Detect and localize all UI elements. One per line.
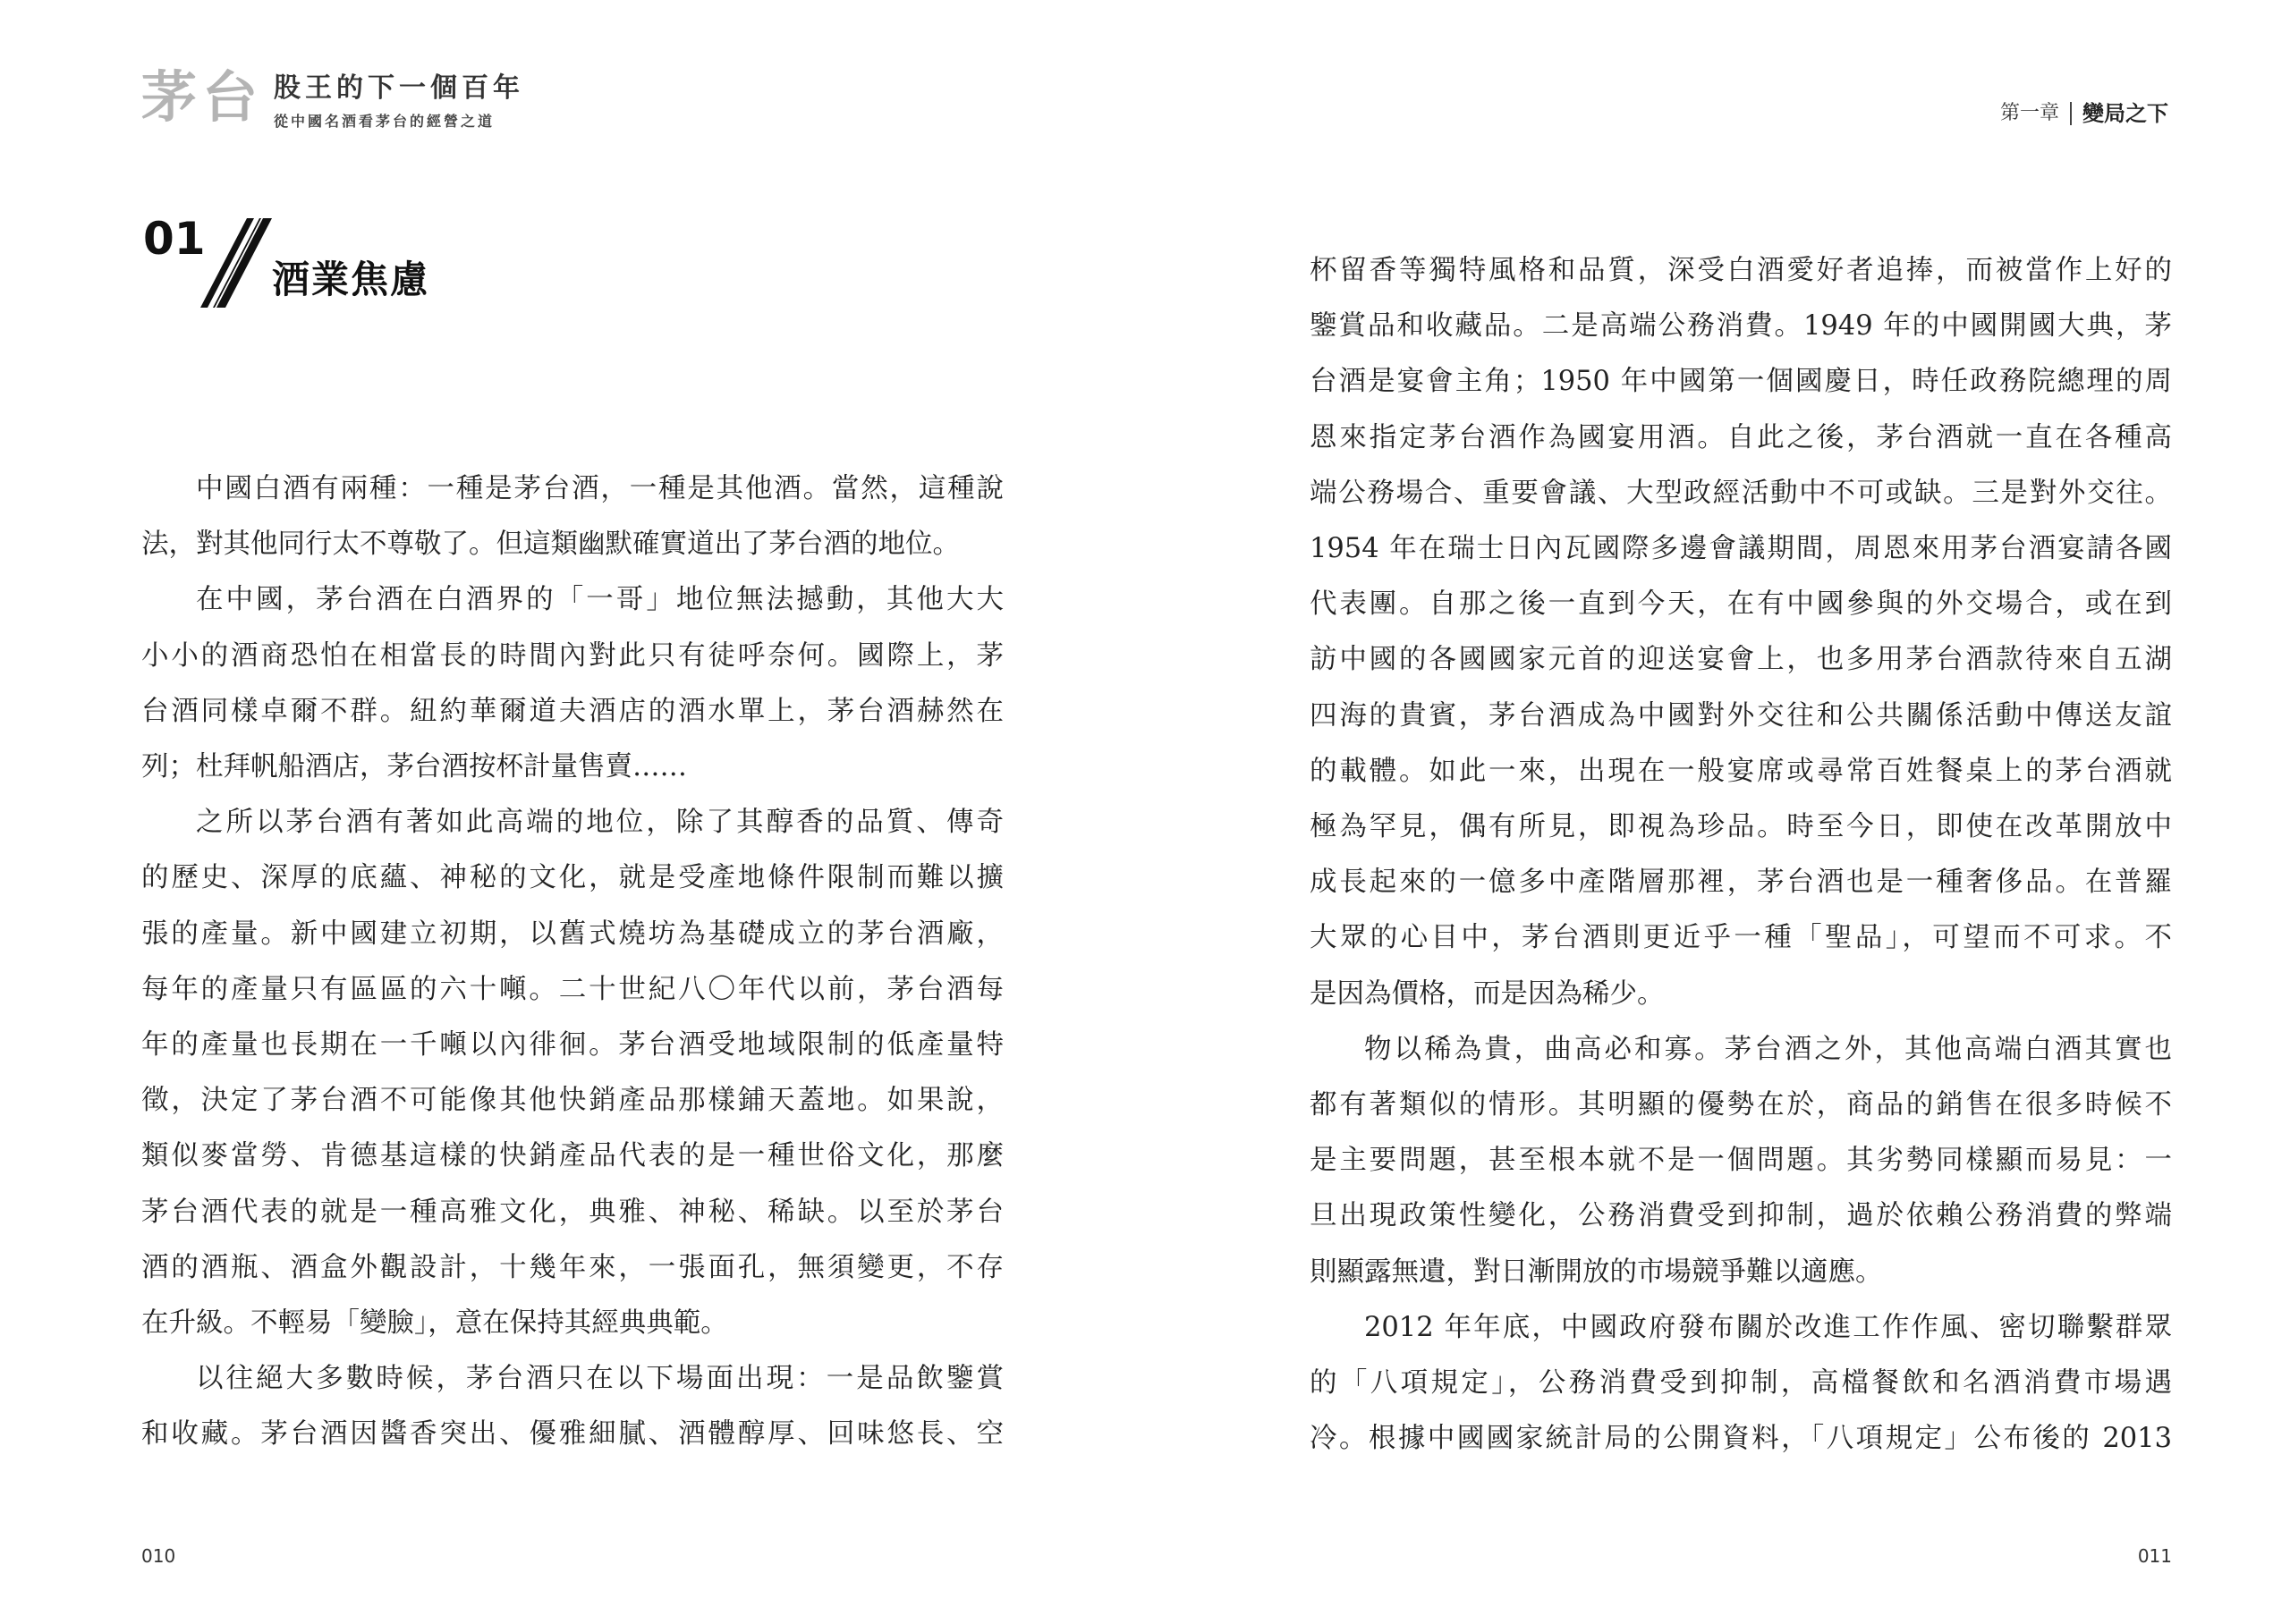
text-line: 的歷史、深厚的底蘊、神秘的文化，就是受產地條件限制而難以擴 [141, 862, 1004, 894]
text-line: 大眾的心目中，茅台酒則更近乎一種「聖品」，可望而不可求。不 [1310, 922, 2172, 954]
page-number: 010 [141, 1545, 176, 1567]
text-line: 是因為價格，而是因為稀少。 [1310, 977, 1665, 1010]
text-line: 訪中國的各國國家元首的迎送宴會上，也多用茅台酒款待來自五湖 [1310, 644, 2172, 676]
section-title: 酒業焦慮 [272, 258, 430, 301]
left-body-text [141, 461, 1004, 1463]
text-line: 徵，決定了茅台酒不可能像其他快銷產品那樣鋪天蓋地。如果說， [141, 1085, 1004, 1117]
text-line: 四海的貴賓，茅台酒成為中國對外交往和公共關係活動中傳送友誼 [1310, 699, 2172, 732]
text-line: 是主要問題，甚至根本就不是一個問題。其劣勢同樣顯而易見：一 [1310, 1145, 2172, 1177]
chapter-divider [2070, 102, 2072, 125]
chapter-title: 變局之下 [2082, 101, 2168, 126]
text-line: 2012 年年底，中國政府發布關於改進工作作風、密切聯繫群眾 [1364, 1311, 2172, 1343]
text-line: 杯留香等獨特風格和品質，深受白酒愛好者追捧，而被當作上好的 [1310, 255, 2172, 286]
chapter-label: 第一章 [1999, 102, 2059, 124]
text-line: 的「八項規定」，公務消費受到抑制，高檔餐飲和名酒消費市場遇 [1310, 1367, 2172, 1400]
page-number: 011 [2137, 1545, 2172, 1567]
text-line: 在中國，茅台酒在白酒界的「一哥」地位無法撼動，其他大大 [196, 584, 1004, 616]
text-line: 台酒同樣卓爾不群。紐約華爾道夫酒店的酒水單上，茅台酒赫然在 [141, 695, 1004, 727]
text-line: 極為罕見，偶有所見，即視為珍品。時至今日，即使在改革開放中 [1310, 811, 2172, 843]
text-line: 年的產量也長期在一千噸以內徘徊。茅台酒受地域限制的低產量特 [141, 1029, 1004, 1062]
text-line: 1954 年在瑞士日內瓦國際多邊會議期間，周恩來用茅台酒宴請各國 [1310, 533, 2172, 565]
chapter-header [2000, 102, 2168, 125]
text-line: 中國白酒有兩種：一種是茅台酒，一種是其他酒。當然，這種說 [196, 473, 1004, 504]
text-line: 成長起來的一億多中產階層那裡，茅台酒也是一種奢侈品。在普羅 [1310, 867, 2172, 899]
text-line: 都有著類似的情形。其明顯的優勢在於，商品的銷售在很多時候不 [1310, 1089, 2172, 1121]
text-line: 的載體。如此一來，出現在一般宴席或尋常百姓餐桌上的茅台酒就 [1310, 755, 2172, 787]
text-line: 法，對其他同行太不尊敬了。但這類幽默確實道出了茅台酒的地位。 [141, 529, 960, 561]
text-line: 旦出現政策性變化，公務消費受到抑制，過於依賴公務消費的弊端 [1310, 1200, 2172, 1232]
section-slash-graphic [200, 218, 272, 308]
book-title: 股王的下一個百年 [274, 72, 524, 104]
text-line: 張的產量。新中國建立初期，以舊式燒坊為基礎成立的茅台酒廠， [141, 918, 1004, 950]
book-subtitle: 從中國名酒看茅台的經營之道 [274, 113, 496, 130]
text-line: 端公務場合、重要會議、大型政經活動中不可或缺。三是對外交往。 [1310, 477, 2172, 509]
text-line: 恩來指定茅台酒作為國宴用酒。自此之後，茅台酒就一直在各種高 [1310, 421, 2172, 453]
text-line: 在升級。不輕易「變臉」，意在保持其經典典範。 [141, 1307, 728, 1340]
text-line: 鑒賞品和收藏品。二是高端公務消費。1949 年的中國開國大典，茅 [1310, 310, 2172, 343]
text-line: 類似麥當勞、肯德基這樣的快銷產品代表的是一種世俗文化，那麼 [141, 1140, 1004, 1172]
right-page [1145, 0, 2290, 1624]
text-line: 每年的產量只有區區的六十噸。二十世紀八〇年代以前，茅台酒每 [141, 973, 1004, 1005]
text-line: 茅台酒代表的就是一種高雅文化，典雅、神秘、稀缺。以至於茅台 [141, 1196, 1004, 1228]
text-line: 則顯露無遺，對日漸開放的市場競爭難以適應。 [1310, 1256, 1883, 1288]
text-line: 和收藏。茅台酒因醬香突出、優雅細膩、酒體醇厚、回味悠長、空 [141, 1418, 1004, 1451]
text-line: 小小的酒商恐怕在相當長的時間內對此只有徒呼奈何。國際上，茅 [141, 639, 1004, 672]
text-line: 代表團。自那之後一直到今天，在有中國參與的外交場合，或在到 [1310, 588, 2172, 621]
text-line: 台酒是宴會主角；1950 年中國第一個國慶日，時任政務院總理的周 [1310, 366, 2172, 398]
book-logo: 茅台 [141, 64, 264, 130]
text-line: 以往絕大多數時候，茅台酒只在以下場面出現：一是品飲鑒賞 [196, 1363, 1004, 1395]
section-number: 01 [143, 213, 206, 265]
text-line: 酒的酒瓶、酒盒外觀設計，十幾年來，一張面孔，無須變更，不存 [141, 1251, 1004, 1283]
text-line: 列；杜拜帆船酒店，茅台酒按杯計量售賣…… [141, 751, 687, 783]
right-body-text [1310, 243, 2172, 1467]
text-line: 冷。根據中國國家統計局的公開資料，「八項規定」公布後的 2013 [1310, 1423, 2172, 1455]
text-line: 物以稀為貴，曲高必和寡。茅台酒之外，其他高端白酒其實也 [1364, 1033, 2172, 1065]
text-line: 之所以茅台酒有著如此高端的地位，除了其醇香的品質、傳奇 [196, 807, 1004, 839]
